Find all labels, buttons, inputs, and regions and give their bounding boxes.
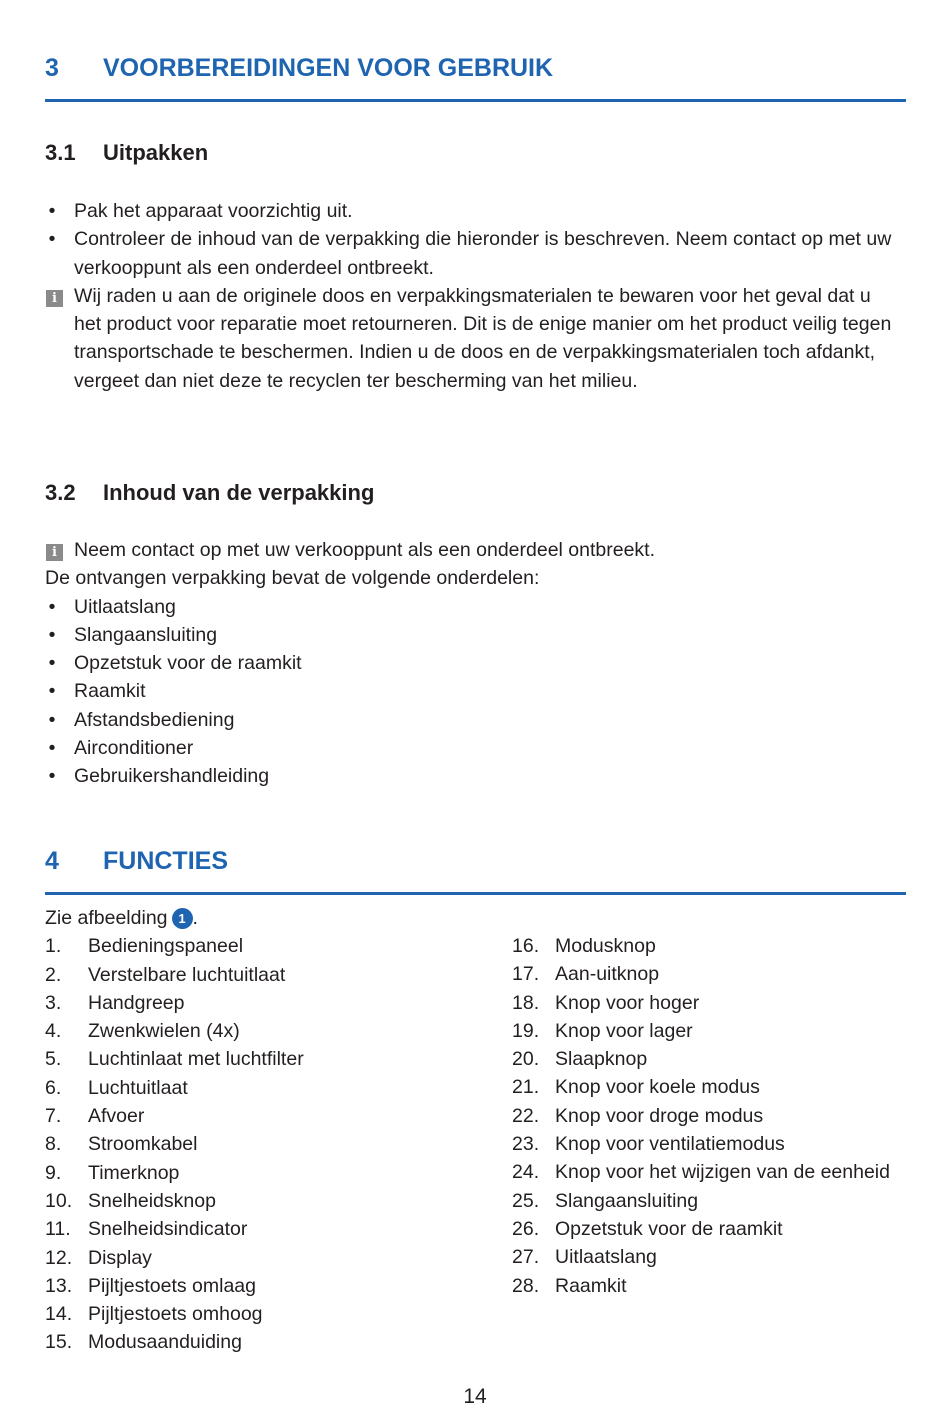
- contents-intro: De ontvangen verpakking bevat de volgende onderdelen:: [45, 567, 540, 590]
- functions-list-left: [45, 932, 485, 1356]
- bullet-text: Pak het apparaat voorzichtig uit.: [74, 200, 353, 222]
- function-list-item: [45, 1017, 485, 1045]
- bullet-dot: •: [48, 200, 56, 222]
- unpacking-instructions: [45, 197, 900, 395]
- contents-item: [45, 621, 900, 649]
- section-3-1-number: 3.1: [45, 140, 76, 165]
- contents-item-text: Gebruikershandleiding: [74, 765, 270, 788]
- functions-right-column: [512, 932, 906, 1300]
- section-4-number: 4: [45, 847, 59, 875]
- function-item-label: Pijltjestoets omhoog: [88, 1303, 263, 1326]
- functions-intro: [45, 904, 485, 932]
- function-item-number: 9.: [45, 1161, 62, 1184]
- bullet-dot: •: [48, 652, 56, 675]
- contents-item-text: Afstandsbediening: [74, 708, 235, 731]
- section-3-1-title: Uitpakken: [103, 140, 209, 165]
- info-icon: i: [46, 544, 63, 561]
- function-item-label: Verstelbare luchtuitlaat: [88, 963, 286, 986]
- function-item-number: 12.: [45, 1246, 73, 1269]
- contents-item: [45, 649, 900, 677]
- figure-number-badge: 1: [172, 908, 193, 929]
- function-item-number: 5.: [45, 1048, 62, 1071]
- function-item-label: Afvoer: [88, 1105, 145, 1128]
- info-note: [45, 536, 900, 564]
- bullet-dot: •: [48, 623, 56, 646]
- function-list-item: [512, 960, 906, 988]
- functions-left-column: [45, 904, 485, 1357]
- function-list-item: [512, 1243, 906, 1271]
- bullet-dot: •: [48, 595, 56, 618]
- function-item-label: Slaapknop: [555, 1048, 648, 1071]
- function-list-item: [45, 1272, 485, 1300]
- function-item-label: Bedieningspaneel: [88, 935, 244, 958]
- contents-item: [45, 677, 900, 705]
- contents-item-text: Airconditioner: [74, 737, 194, 760]
- function-item-label: Display: [88, 1246, 152, 1269]
- function-item-number: 18.: [512, 991, 540, 1014]
- section-3-title: VOORBEREIDINGEN VOOR GEBRUIK: [103, 54, 554, 82]
- function-item-number: 8.: [45, 1133, 62, 1156]
- info-note: [45, 282, 900, 395]
- contents-item-text: Slangaansluiting: [74, 623, 218, 646]
- contents-item: [45, 762, 900, 790]
- function-item-label: Zwenkwielen (4x): [88, 1020, 240, 1043]
- section-4-heading: [45, 846, 906, 895]
- function-list-item: [45, 1074, 485, 1102]
- function-item-label: Aan-uitknop: [555, 963, 660, 986]
- function-list-item: [512, 1130, 906, 1158]
- contents-item-text: Opzetstuk voor de raamkit: [74, 652, 302, 675]
- function-item-label: Snelheidsknop: [88, 1189, 216, 1212]
- function-item-label: Snelheidsindicator: [88, 1218, 248, 1241]
- functions-list-right: [512, 932, 906, 1300]
- info-icon: i: [46, 290, 63, 307]
- function-list-item: [45, 1215, 485, 1243]
- function-item-number: 15.: [45, 1331, 73, 1354]
- function-list-item: [512, 1102, 906, 1130]
- function-item-number: 2.: [45, 963, 62, 986]
- function-list-item: [45, 989, 485, 1017]
- function-list-item: [45, 1130, 485, 1158]
- function-item-label: Slangaansluiting: [555, 1189, 699, 1212]
- section-3-2-title: Inhoud van de verpakking: [103, 480, 375, 505]
- functions-intro-period: .: [192, 907, 198, 929]
- function-item-number: 1.: [45, 935, 62, 958]
- function-item-label: Handgreep: [88, 991, 185, 1014]
- function-item-number: 20.: [512, 1048, 540, 1071]
- contents-item: [45, 706, 900, 734]
- function-item-number: 28.: [512, 1274, 540, 1297]
- function-item-label: Knop voor het wijzigen van de eenheid: [555, 1161, 890, 1184]
- function-list-item: [512, 1158, 906, 1186]
- contents-item: [45, 593, 900, 621]
- function-item-number: 11.: [45, 1218, 71, 1241]
- bullet-text: Controleer de inhoud van de verpakking die hieronder is beschreven. Neem contact op met uw verkooppunt als een onderdeel ontbreekt.: [74, 228, 892, 279]
- function-item-label: Modusknop: [555, 935, 656, 957]
- function-item-label: Luchtinlaat met luchtfilter: [88, 1048, 304, 1071]
- function-item-number: 23.: [512, 1133, 540, 1156]
- function-item-label: Luchtuitlaat: [88, 1076, 188, 1099]
- function-item-label: Stroomkabel: [88, 1133, 198, 1156]
- section-3-2-number: 3.2: [45, 480, 76, 505]
- function-list-item: [512, 1187, 906, 1215]
- function-item-number: 19.: [512, 1019, 540, 1042]
- bullet-dot: •: [48, 228, 56, 251]
- function-item-label: Opzetstuk voor de raamkit: [555, 1217, 783, 1240]
- bullet-item: [45, 197, 900, 225]
- function-item-label: Uitlaatslang: [555, 1246, 657, 1269]
- function-item-number: 27.: [512, 1246, 540, 1269]
- function-list-item: [45, 961, 485, 989]
- function-item-number: 10.: [45, 1189, 73, 1212]
- bullet-dot: •: [48, 708, 56, 731]
- function-item-label: Knop voor ventilatiemodus: [555, 1133, 785, 1156]
- function-item-label: Knop voor droge modus: [555, 1104, 764, 1127]
- function-item-number: 6.: [45, 1076, 62, 1099]
- page-number: 14: [463, 1385, 487, 1408]
- function-list-item: [45, 1187, 485, 1215]
- contents-item-text: Uitlaatslang: [74, 595, 176, 618]
- contents-item: [45, 734, 900, 762]
- function-item-label: Modusaanduiding: [88, 1331, 242, 1354]
- function-list-item: [512, 932, 906, 960]
- function-list-item: [45, 1244, 485, 1272]
- info-note-text: Neem contact op met uw verkooppunt als een onderdeel ontbreekt.: [74, 539, 656, 561]
- section-3-number: 3: [45, 54, 59, 82]
- function-list-item: [45, 1102, 485, 1130]
- function-item-number: 14.: [45, 1303, 73, 1326]
- functions-intro-text: Zie afbeelding: [45, 907, 168, 929]
- contents-list: [45, 593, 900, 791]
- function-item-number: 16.: [512, 935, 540, 957]
- function-list-item: [512, 1045, 906, 1073]
- function-list-item: [512, 1073, 906, 1101]
- section-3-heading: [45, 53, 906, 102]
- function-list-item: [512, 989, 906, 1017]
- bullet-dot: •: [48, 680, 56, 703]
- function-item-number: 3.: [45, 991, 62, 1014]
- contents-item-text: Raamkit: [74, 680, 146, 703]
- function-item-number: 25.: [512, 1189, 540, 1212]
- section-4-title: FUNCTIES: [103, 847, 228, 875]
- function-item-number: 17.: [512, 963, 540, 986]
- function-item-number: 22.: [512, 1104, 540, 1127]
- function-item-label: Raamkit: [555, 1274, 627, 1297]
- function-item-label: Knop voor koele modus: [555, 1076, 760, 1099]
- info-note-text: Wij raden u aan de originele doos en verpakkingsmaterialen te bewaren voor het geval dat u het product voor reparatie moet retourneren. Dit is de enige manier om het product veilig tegen transportschade te beschermen. Indien u de doos en de verpakkingsmaterialen toch afdankt, vergeet dan niet deze te recyclen ter bescherming van het milieu.: [74, 284, 892, 392]
- function-item-number: 7.: [45, 1105, 62, 1128]
- function-item-number: 13.: [45, 1274, 73, 1297]
- function-item-number: 26.: [512, 1217, 540, 1240]
- function-list-item: [45, 932, 485, 960]
- function-item-number: 4.: [45, 1020, 62, 1043]
- bullet-dot: •: [48, 737, 56, 760]
- function-item-label: Knop voor hoger: [555, 991, 700, 1014]
- function-list-item: [45, 1328, 485, 1356]
- function-list-item: [45, 1159, 485, 1187]
- function-item-label: Knop voor lager: [555, 1019, 693, 1042]
- function-list-item: [45, 1045, 485, 1073]
- function-list-item: [512, 1215, 906, 1243]
- function-item-number: 21.: [512, 1076, 540, 1099]
- function-item-label: Timerknop: [88, 1161, 180, 1184]
- bullet-dot: •: [48, 765, 56, 788]
- function-list-item: [512, 1017, 906, 1045]
- function-list-item: [45, 1300, 485, 1328]
- package-contents: [45, 536, 900, 791]
- function-item-label: Pijltjestoets omlaag: [88, 1274, 256, 1297]
- bullet-item: [45, 225, 900, 282]
- function-item-number: 24.: [512, 1161, 540, 1184]
- function-list-item: [512, 1272, 906, 1300]
